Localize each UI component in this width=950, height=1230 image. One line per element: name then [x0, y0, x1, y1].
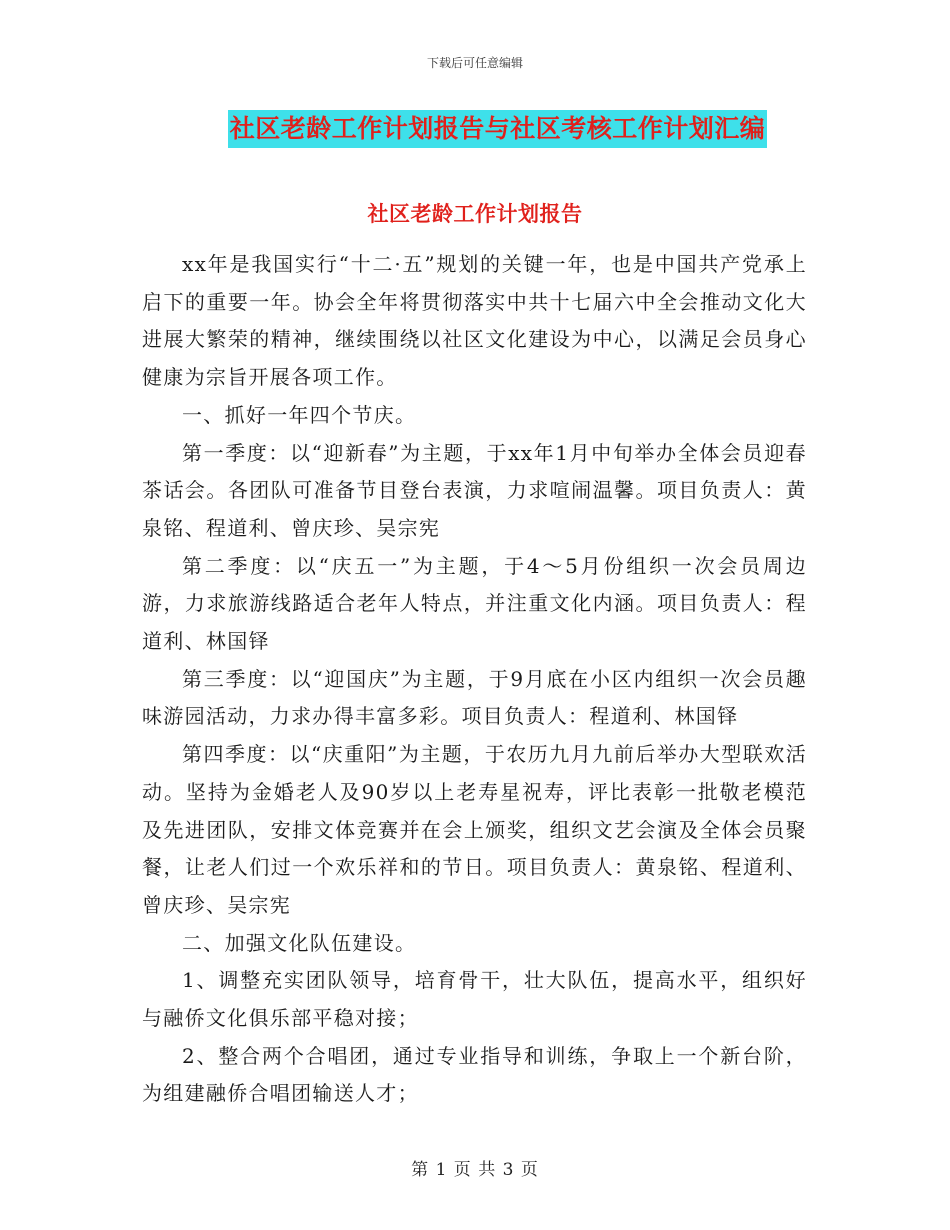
page-number: 第 1 页 共 3 页 [411, 1160, 539, 1180]
paragraph-heading-festivals: 一、抓好一年四个节庆。 [182, 402, 417, 427]
page-header-note: 下载后可任意编辑 [426, 56, 523, 70]
paragraph-item-2: 2、整合两个合唱团，通过专业指导和训练，争取上一个新台阶，为组建融侨合唱团输送人才； [142, 1043, 807, 1106]
main-title-container [0, 110, 950, 148]
section-title: 社区老龄工作计划报告 [367, 202, 583, 226]
paragraph-item-1: 1、调整充实团队领导，培育骨干，壮大队伍，提高水平，组织好与融侨文化俱乐部平稳对接； [142, 968, 807, 1031]
paragraph-q1: 第一季度：以“迎新春”为主题，于xx年1月中旬举办全体会员迎春茶话会。各团队可准备节目登台表演，力求喧闹温馨。项目负责人：黄泉铭、程道利、曾庆珍、吴宗宪 [142, 440, 807, 540]
paragraph-heading-teams: 二、加强文化队伍建设。 [182, 930, 417, 955]
paragraph-q2: 第二季度：以“庆五一”为主题，于4～5月份组织一次会员周边游，力求旅游线路适合老年人特点，并注重文化内涵。项目负责人：程道利、林国铎 [142, 553, 807, 654]
document-body [142, 246, 807, 1113]
paragraph-q4: 第四季度：以“庆重阳”为主题，于农历九月九前后举办大型联欢活动。坚持为金婚老人及90岁以上老寿星祝寿，评比表彰一批敬老模范及先进团队，安排文体竞赛并在会上颁奖，组织文艺会演及全体会员聚餐，让老人们过一个欢乐祥和的节日。项目负责人：黄泉铭、程道利、曾庆珍、吴宗宪 [142, 742, 807, 917]
main-title: 社区老龄工作计划报告与社区考核工作计划汇编 [228, 110, 768, 148]
paragraph-q3: 第三季度：以“迎国庆”为主题，于9月底在小区内组织一次会员趣味游园活动，力求办得丰富多彩。项目负责人：程道利、林国铎 [142, 666, 807, 729]
paragraph-intro: xx年是我国实行“十二·五”规划的关键一年，也是中国共产党承上启下的重要一年。协会全年将贯彻落实中共十七届六中全会推动文化大进展大繁荣的精神，继续围绕以社区文化建设为中心，以满足会员身心健康为宗旨开展各项工作。 [142, 252, 807, 390]
